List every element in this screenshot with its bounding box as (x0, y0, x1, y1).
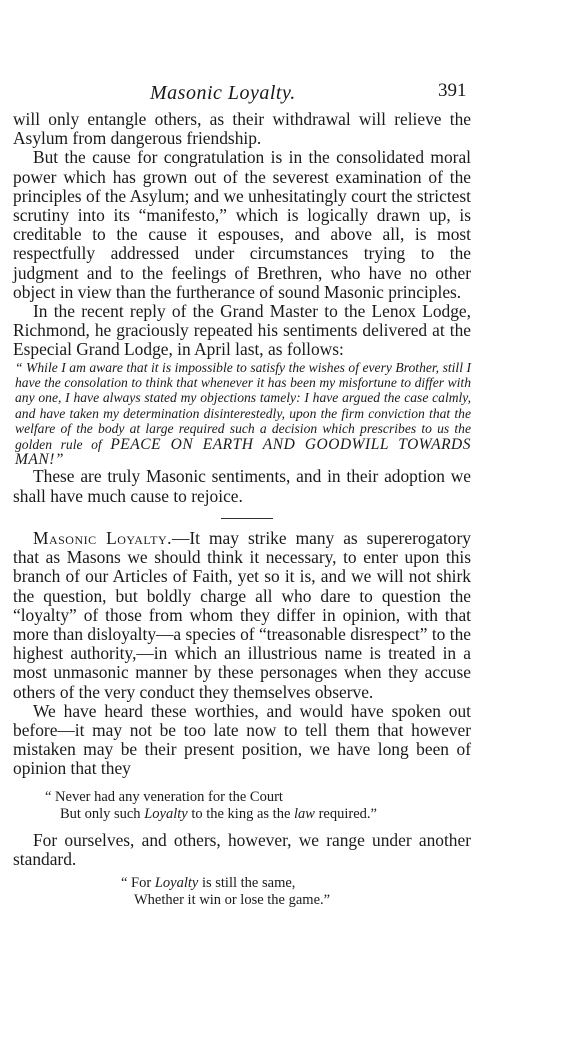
verse-quote-court (13, 789, 471, 823)
paragraph-worthies: We have heard these worthies, and would have spoken out before—it may not be too late now to tell them that however mistaken may be their present position, we have long been of opinion that they (13, 700, 471, 779)
body-text (13, 110, 471, 909)
verse-quote-loyalty (13, 875, 471, 909)
paragraph-masonic-loyalty (13, 529, 471, 702)
verse-line: But only such Loyalty to the king as the law required.” (60, 805, 377, 822)
running-title: Masonic Loyalty. (150, 82, 296, 104)
verse-line: “ Never had any veneration for the Court (45, 788, 283, 805)
section-paragraph-text: It may strike many as supererogatory that as Masons we should think it necessary, to enter upon this branch of our Articles of Faith, yet so it is, and we will not shirk the question, but boldly charge all who dare to question the “loyalty” of those from whom they differ in opinion, with that more than disloyalty—a species of “treasonable disrespect” to the highest authority,—in which an illustrious name is treated in a most unmasonic manner by these personages when they accuse others of the very conduct they themselves observe. (13, 527, 471, 702)
paragraph-sentiments: These are truly Masonic sentiments, and in their adoption we shall have much cause to rejoice. (13, 466, 471, 506)
paragraph-congratulation: But the cause for congratulation is in the consolidated moral power which has grown out of the severest examination of the principles of the Asylum; and we unhesitatingly court the strictest scrutiny into its “manifesto,” which is logically drawn up, is creditable to the cause it espouses, and above all, is most respectfully addressed under circumstances trying to the judgment and to the feelings of Brethren, who have no other object in view than the furtherance of sound Masonic principles. (13, 147, 471, 302)
grand-master-quote (13, 360, 471, 468)
page-number: 391 (438, 80, 467, 101)
page-header (0, 82, 579, 108)
paragraph-another-standard: For ourselves, and others, however, we range under another standard. (13, 829, 471, 869)
paragraph-grand-master-reply: In the recent reply of the Grand Master to the Lenox Lodge, Richmond, he graciously repeated his sentiments delivered at the Especial Grand Lodge, in April last, as follows: (13, 301, 471, 360)
heading-dash: — (172, 527, 190, 548)
verse-line: Whether it win or lose the game.” (134, 891, 331, 908)
section-divider (221, 518, 273, 519)
quote-text: “ While I am aware that it is impossible to satisfy the wishes of every Brother, still I have the consolation to think that whenever it has been my misfortune to differ with any one, I have always stated my objections tamely: I have argued the case calmly, and have taken my determination disinterestedly, upon the firm conviction that the welfare of the body at large required such a decision which prescribes to us the golden rule of (15, 359, 471, 452)
section-heading: Masonic Loyalty. (33, 527, 172, 548)
paragraph-continuation: will only entangle others, as their withdrawal will relieve the Asylum from dangerous friendship. (13, 109, 471, 149)
verse-line: “ For Loyalty is still the same, (121, 874, 296, 891)
quote-caps: PEACE ON EARTH AND GOODWILL TOWARDS MAN!” (15, 435, 471, 469)
